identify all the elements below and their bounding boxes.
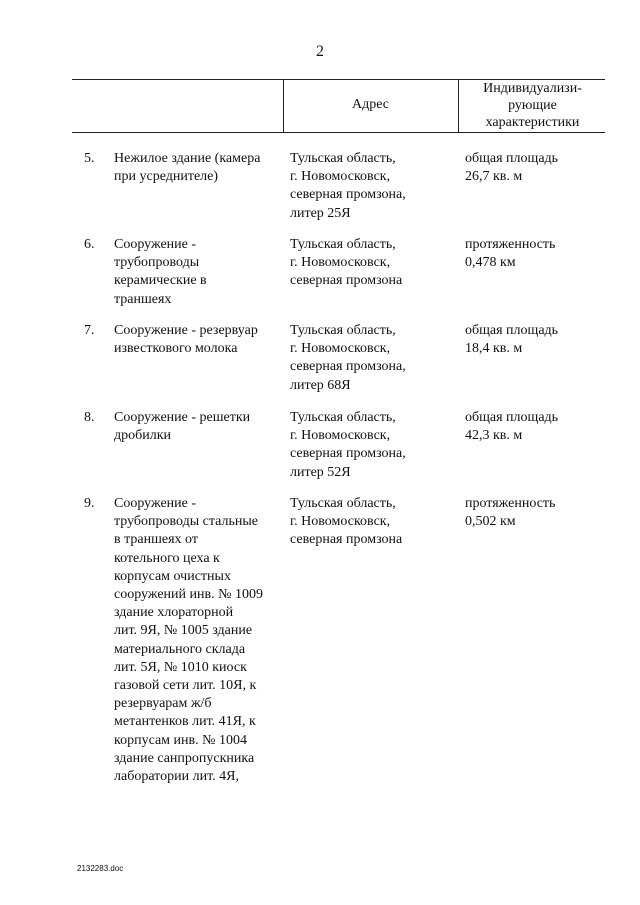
object-address: Тульская область, г. Новомосковск, северная промзона	[290, 496, 403, 548]
object-name: Сооружение - решетки дробилки	[114, 410, 251, 444]
column-header-characteristics-line: Индивидуализи-	[483, 81, 582, 96]
row-number: 9.	[84, 496, 95, 511]
document-filename: 2132283.doc	[77, 864, 124, 873]
table-header-bottom-rule	[72, 132, 605, 133]
row-number: 5.	[84, 151, 95, 166]
object-address: Тульская область, г. Новомосковск, северная промзона, литер 25Я	[290, 151, 406, 221]
object-characteristics: общая площадь 26,7 кв. м	[465, 151, 559, 185]
object-name: Сооружение - резервуар известкового молока	[114, 323, 258, 357]
object-address: Тульская область, г. Новомосковск, северная промзона, литер 68Я	[290, 323, 406, 393]
object-characteristics: протяженность 0,478 км	[465, 237, 556, 271]
column-header-characteristics-line: характеристики	[485, 115, 580, 130]
page-number: 2	[316, 43, 324, 60]
object-name: Сооружение - трубопроводы стальные в траншеях от котельного цеха к корпусам очистных сооружений инв. № 1009 здание хлораторной лит. 9Я, № 1005 здание материального склада лит. 5Я, № 1010 киоск газовой сети лит. 10Я, к резервуарам ж/б метантенков лит. 41Я, к корпусам инв. № 1004 здание санпропускника лаборатории лит. 4Я,	[114, 496, 263, 785]
row-number: 7.	[84, 323, 95, 338]
object-name: Нежилое здание (камера при усреднителе)	[114, 151, 261, 185]
object-characteristics: протяженность 0,502 км	[465, 496, 556, 530]
table-header-divider-characteristics	[458, 79, 459, 132]
column-header-address: Адрес	[351, 97, 389, 112]
object-address: Тульская область, г. Новомосковск, северная промзона	[290, 237, 403, 289]
column-header-characteristics-line: рующие	[508, 98, 557, 113]
object-characteristics: общая площадь 18,4 кв. м	[465, 323, 559, 357]
object-name: Сооружение - трубопроводы керамические в траншеях	[114, 237, 207, 307]
column-header-characteristics	[460, 80, 605, 131]
row-number: 6.	[84, 237, 95, 252]
row-number: 8.	[84, 410, 95, 425]
object-characteristics: общая площадь 42,3 кв. м	[465, 410, 559, 444]
object-address: Тульская область, г. Новомосковск, северная промзона, литер 52Я	[290, 410, 406, 480]
